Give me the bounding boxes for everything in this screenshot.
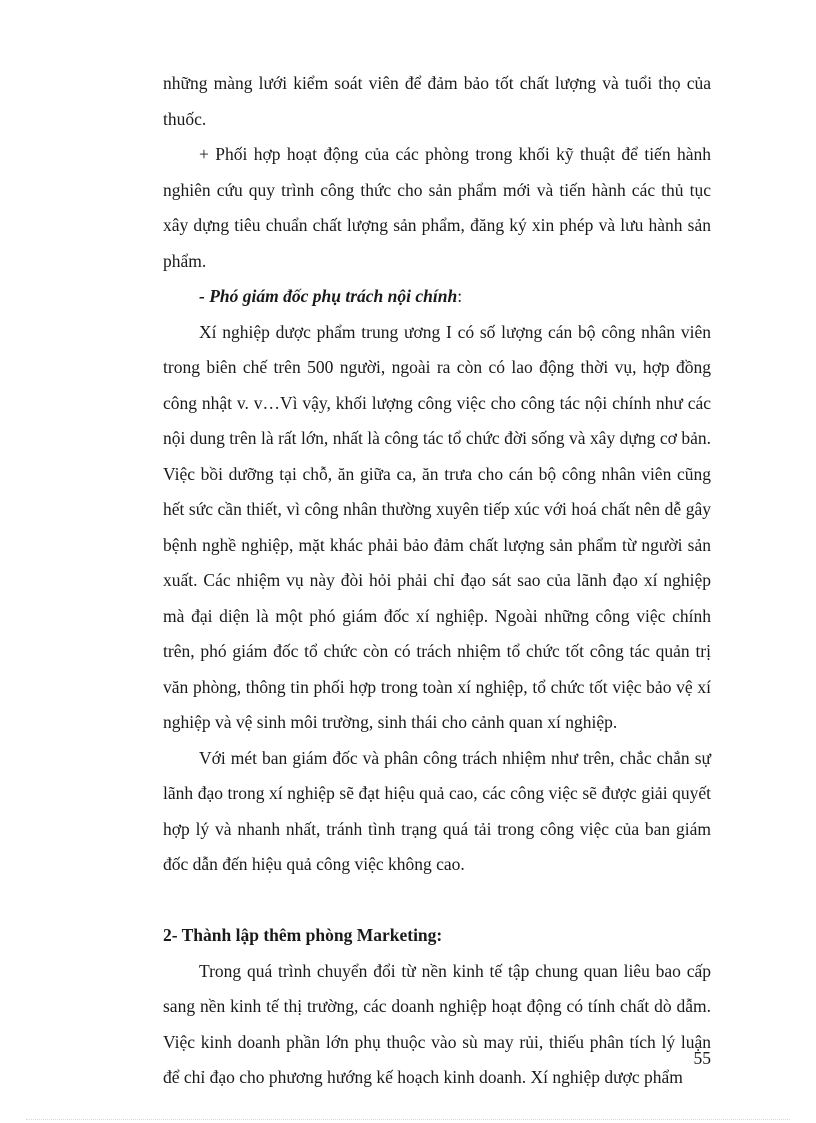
paragraph-continuation: những màng lưới kiểm soát viên để đảm bảo tốt chất lượng và tuổi thọ của thuốc. [163,73,711,129]
paragraph-internal-affairs: Xí nghiệp dược phẩm trung ương I có số lượng cán bộ công nhân viên trong biên chế trên 500 người, ngoài ra còn có lao động thời vụ, hợp đồng công nhật v. v…Vì vậy, khối lượng công việc cho công tác nội chính như các nội dung trên là rất lớn, nhất là công tác tổ chức đời sống và xây dựng cơ bản. Việc bồi dưỡng tại chỗ, ăn giữa ca, ăn trưa cho cán bộ công nhân viên cũng hết sức cần thiết, vì công nhân thường xuyên tiếp xúc với hoá chất nên dễ gây bệnh nghề nghiệp, mặt khác phải bảo đảm chất lượng sản phẩm từ người sản xuất. Các nhiệm vụ này đòi hỏi phải chỉ đạo sát sao của lãnh đạo xí nghiệp mà đại diện là một phó giám đốc xí nghiệp. Ngoài những công việc chính trên, phó giám đốc tổ chức còn có trách nhiệm tổ chức tốt công tác quản trị văn phòng, thông tin phối hợp trong toàn xí nghiệp, tổ chức tốt việc bảo vệ xí nghiệp và vệ sinh môi trường, sinh thái cho cảnh quan xí nghiệp. [163,321,711,732]
page-number: 55 [693,1048,711,1068]
section-heading-marketing: 2- Thành lập thêm phòng Marketing: [163,925,443,945]
body-text [163,66,711,1096]
paragraph-conclusion: Với mét ban giám đốc và phân công trách nhiệm như trên, chắc chắn sự lãnh đạo trong xí nghiệp sẽ đạt hiệu quả cao, các công việc sẽ được giải quyết hợp lý và nhanh nhất, tránh tình trạng quá tải trong công việc của ban giám đốc dẫn đến hiệu quả công việc không cao. [163,747,711,874]
paragraph-coordination: + Phối hợp hoạt động của các phòng trong khối kỹ thuật để tiến hành nghiên cứu quy trình công thức cho sản phẩm mới và tiến hành các thủ tục xây dựng tiêu chuẩn chất lượng sản phẩm, đăng ký xin phép và lưu hành sản phẩm. [163,144,711,271]
subheading-colon: : [457,286,463,306]
subheading-internal-affairs [163,279,711,315]
paragraph-marketing: Trong quá trình chuyển đổi từ nền kinh tế tập chung quan liêu bao cấp sang nền kinh tế thị trường, các doanh nghiệp hoạt động có tính chất dò dẫm. Việc kinh doanh phần lớn phụ thuộc vào sù may rủi, thiếu phân tích lý luận để chỉ đạo cho phương hướng kế hoạch kinh doanh. Xí nghiệp dược phẩm [163,960,711,1087]
subheading-text: - Phó giám đốc phụ trách nội chính [199,286,458,306]
page-bottom-rule [26,1119,790,1120]
